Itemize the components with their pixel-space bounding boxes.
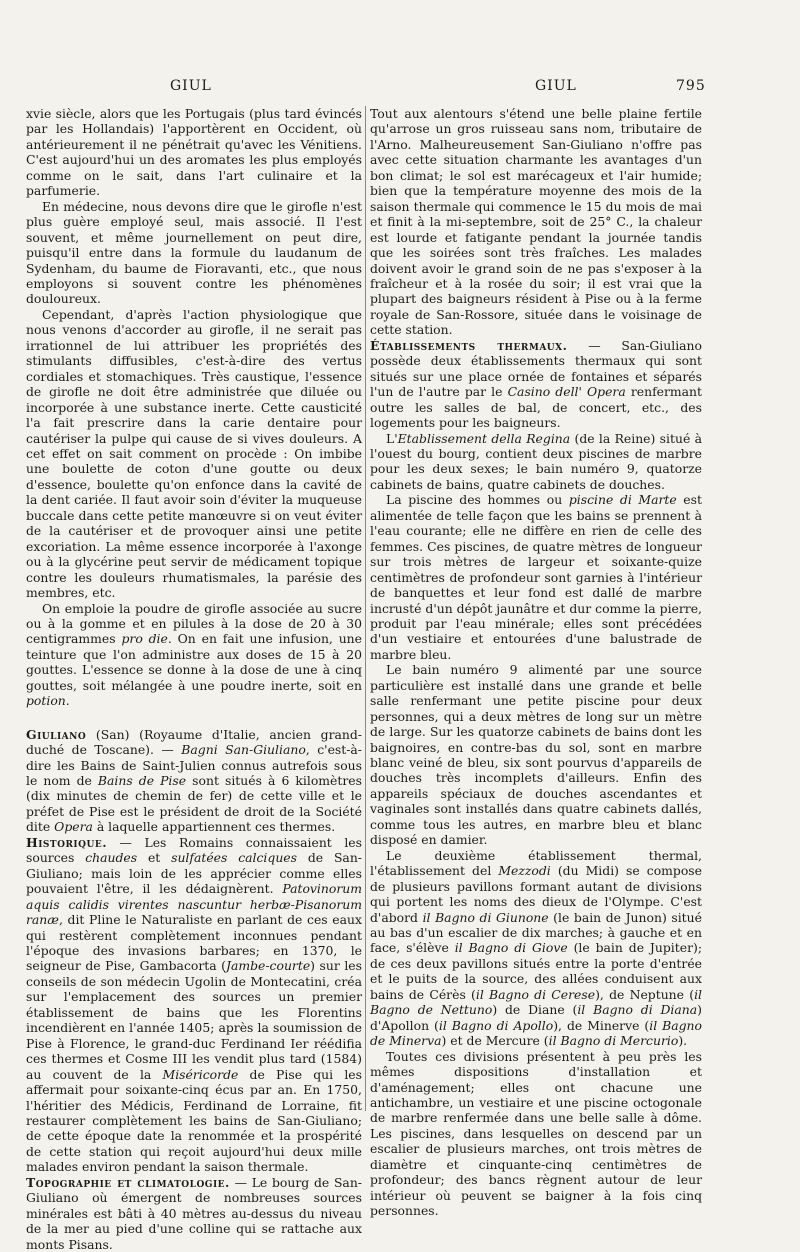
right-column [370, 106, 702, 1219]
column-divider [365, 106, 366, 1111]
section-paragraph: Établissements thermaux. — San-Giuliano possède deux établissements thermaux qui sont situés sur une place ornée de fontaines et séparés l'un de l'autre par le Casino dell' Opera renfermant outre les salles de bal, de concert, etc., des logements pour les baigneurs. [370, 337, 703, 431]
section-heading: Historique. [26, 834, 108, 850]
paragraph: Tout aux alentours s'étend une belle plaine fertile qu'arrose un gros ruisseau sans nom, tributaire de l'Arno. Malheureusement San-Giuliano n'offre pas avec cette situation charmante les avantages d'un bon climat; le sol est marécageux et l'air humide; bien que la température moyenne des mois de la saison thermale qui commence le 15 du mois de mai et finit à la mi-septembre, soit de 25° C., la chaleur est lourde et fatigante pendant la journée tandis que les soirées sont très fraîches. Les malades doivent avoir le grand soin de ne pas s'exposer à la fraîcheur et à la rosée du soir; il est vrai que la plupart des baigneurs résident à Pise ou à la ferme royale de San-Rossore, située dans le voisinage de cette station. [370, 106, 702, 338]
left-column [26, 106, 362, 1252]
paragraph: Le deuxième établissement thermal, l'établissement del Mezzodi (du Midi) se compose de plusieurs pavillons formant autant de divisions qui portent les noms des dieux de l'Olympe. C'est d'abord il Bagno di Giunone (le bain de Junon) situé au bas d'un escalier de dix marches; à gauche et en face, s'élève il Bagno di Giove (le bain de Jupiter); de ces deux pavillons situés entre la porte d'entrée et le puits de la source, des allées conduisent aux bains de Cérès (il Bagno di Cerese), de Neptune (il Bagno de Nettuno) de Diane (il Bagno di Diana) d'Apollon (il Bagno di Apollo), de Minerve (il Bagno de Minerva) et de Mercure (il Bagno di Mercurio). [370, 847, 702, 1049]
section-paragraph: Historique. — Les Romains connaissaient les sources chaudes et sulfatées calciques de San-Giuliano; mais loin de les apprécier comme elles pouvaient l'être, il les dédaignèrent. Patovinorum aquis calidis virentes nascuntur herbæ-Pisanorum ranæ, dit Pline le Naturaliste en parlant de ces eaux qui restèrent complètement inconnues pendant l'époque des invasions barbares; en 1370, le seigneur de Pise, Gambacorta (Jambe-courte) sur les conseils de son médecin Ugolin de Montecatini, créa sur l'emplacement des sources un premier établissement de bains que les Florentins incendièrent en l'année 1405; après la soumission de Pise à Florence, le grand-duc Ferdinand Ier réédifia ces thermes et Cosme III les vendit plus tard (1584) au couvent de la Miséricorde de Pise qui les affermait pour soixante-cinq écus par an. En 1750, l'héritier des Médicis, Ferdinand de Lorraine, fit restaurer complètement les bains de San-Giuliano; de cette époque date la renommée et la prospérité de cette station qui reçoit aujourd'hui deux mille malades environ pendant la saison thermale. [26, 834, 362, 1175]
section-heading: Établissements thermaux. [370, 337, 568, 353]
section-heading: Topographie et climatologie. [26, 1174, 230, 1190]
section-paragraph: Topographie et climatologie. — Le bourg de San-Giuliano où émergent de nombreuses sources minérales est bâti à 40 mètres au-dessus du niveau de la mer au pied d'une colline qui se rattache aux monts Pisans. [26, 1174, 362, 1252]
paragraph: Cependant, d'après l'action physiologique que nous venons d'accorder au girofle, il ne serait pas irrationnel de lui attribuer les propriétés des stimulants diffusibles, c'est-à-dire des vertus cordiales et stomachiques. Très caustique, l'essence de girofle ne doit être administrée que diluée ou incorporée à une substance inerte. Cette causticité l'a fait prescrire dans la carie dentaire pour cautériser la pulpe qui cause de si vives douleurs. A cet effet on sait comment on procède : On imbibe une boulette de coton d'une goutte ou deux d'essence, boulette qu'on enfonce dans la cavité de la dent cariée. Il faut avoir soin d'éviter la muqueuse buccale dans cette petite manœuvre si on veut éviter de la cautériser et de provoquer ainsi une petite excoriation. La même essence incorporée à l'axonge ou à la glycérine peut servir de médicament topique contre les douleurs rhumatismales, la parésie des membres, etc. [26, 306, 362, 601]
paragraph: Toutes ces divisions présentent à peu près les mêmes dispositions d'installation et d'aménagement; elles ont chacune une antichambre, un vestiaire et une piscine octogonale de marbre renfermée dans une belle salle à dôme. Les piscines, dans lesquelles on descend par un escalier de plusieurs marches, ont trois mètres de diamètre et cinquante-cinq centimètres de profondeur; des bancs règnent autour de leur intérieur où peuvent se baigner à la fois cinq personnes. [370, 1048, 702, 1219]
paragraph: On emploie la poudre de girofle associée au sucre ou à la gomme et en pilules à la dose de 20 à 30 centigrammes pro die. On en fait une infusion, une teinture que l'on administre aux doses de 15 à 20 gouttes. L'essence se donne à la dose de une à cinq gouttes, soit mélangée à une poudre inerte, soit en potion. [26, 600, 362, 709]
paragraph: Le bain numéro 9 alimenté par une source particulière est installé dans une grande et belle salle renfermant une petite piscine pour deux personnes, qui a deux mètres de long sur un mètre de large. Sur les quatorze cabinets de bains dont les baignoires, en contre-bas du sol, sont en marbre blanc veiné de bleu, six sont pourvus d'appareils de douches très incomplets d'ailleurs. Enfin des appareils spéciaux de douches ascendantes et vaginales sont installés dans quatre cabinets dallés, comme tous les autres, en marbre bleu et blanc disposé en damier. [370, 662, 702, 848]
entry-headword: Giuliano [26, 726, 87, 742]
page-number: 795 [676, 78, 706, 94]
paragraph: L'Etablissement della Regina (de la Reine) situé à l'ouest du bourg, contient deux piscines de marbre pour les deux sexes; le bain numéro 9, quatorze cabinets de bains, quatre cabinets de douches. [370, 430, 702, 492]
running-head-left: GIUL [170, 78, 212, 94]
entry-paragraph: Giuliano (San) (Royaume d'Italie, ancien grand-duché de Toscane). — Bagni San-Giuliano, c'est-à-dire les Bains de Saint-Julien connus autrefois sous le nom de Bains de Pise sont situés à 6 kilomètres (dix minutes de chemin de fer) de cette ville et le préfet de Pise est le président de droit de la Société dite Opera à laquelle appartiennent ces thermes. [26, 726, 362, 835]
paragraph: La piscine des hommes ou piscine di Marte est alimentée de telle façon que les bains se prennent à l'eau courante; elle ne diffère en rien de celle des femmes. Ces piscines, de quatre mètres de longueur sur trois mètres de largeur et soixante-quize centimètres de profondeur sont garnies à l'intérieur de banquettes et leur fond est dallé de marbre incrusté d'un dépôt jaunâtre et dur comme la pierre, produit par l'eau minérale; elles sont précédées d'un vestiaire et entourées d'une balustrade de marbre bleu. [370, 492, 702, 662]
running-head-right: GIUL [535, 78, 577, 94]
paragraph: xvie siècle, alors que les Portugais (plus tard évincés par les Hollandais) l'apportèrent en Occident, où antérieurement il ne pénétrait qu'avec les Vénitiens. C'est aujourd'hui un des aromates les plus employés comme on le sait, dans l'art culinaire et la parfumerie. [26, 106, 362, 199]
paragraph: En médecine, nous devons dire que le girofle n'est plus guère employé seul, mais associé. Il l'est souvent, et même journellement on peut dire, puisqu'il entre dans la formule du laudanum de Sydenham, du baume de Fioravanti, etc., que nous employons si souvent contre les phénomènes douloureux. [26, 198, 362, 307]
